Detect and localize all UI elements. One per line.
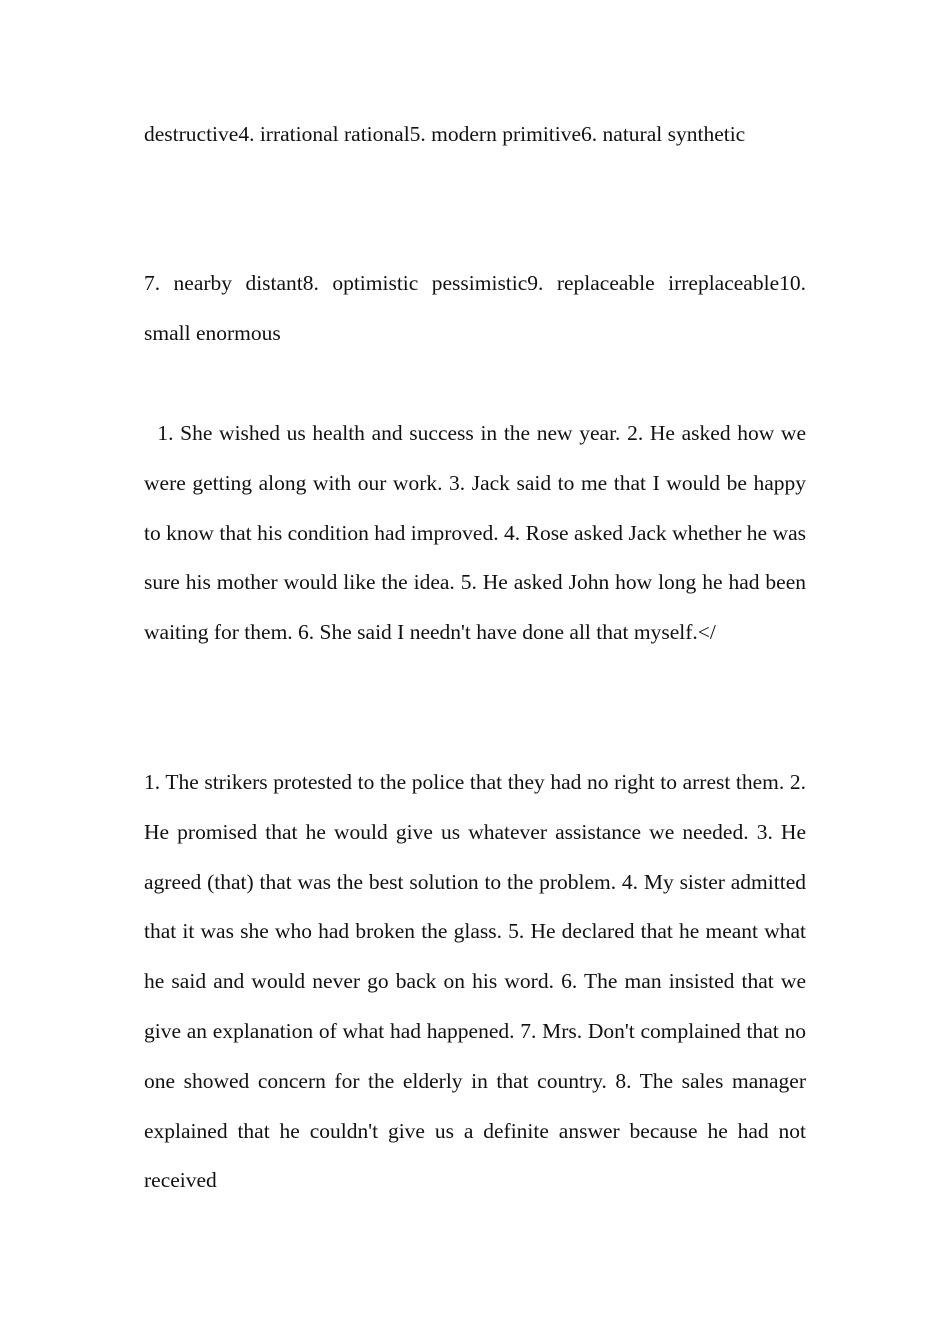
paragraph-reporting-verbs-answers: 1. The strikers protested to the police that they had no right to arrest them. 2. He promised that he would give us whatever assistance we needed. 3. He agreed (that) that was the best solution to the problem. 4. My sister admitted that it was she who had broken the glass. 5. He declared that he meant what he said and would never go back on his word. 6. The man insisted that we give an explanation of what had happened. 7. Mrs. Don't complained that no one showed concern for the elderly in that country. 8. The sales manager explained that he couldn't give us a definite answer because he had not received	[144, 770, 812, 1193]
paragraph-reported-speech-answers: 1. She wished us health and success in the new year. 2. He asked how we were getting along with our work. 3. Jack said to me that I would be happy to know that his condition had improved. 4. Rose asked Jack whether he was sure his mother would like the idea. 5. He asked John how long he had been waiting for them. 6. She said I needn't have done all that myself.</	[144, 421, 812, 645]
paragraph-antonyms-continued: destructive4. irrational rational5. modern primitive6. natural synthetic	[144, 122, 746, 146]
paragraph-antonyms-7-10: 7. nearby distant8. optimistic pessimistic9. replaceable irreplaceable10. small enormous	[144, 271, 812, 345]
